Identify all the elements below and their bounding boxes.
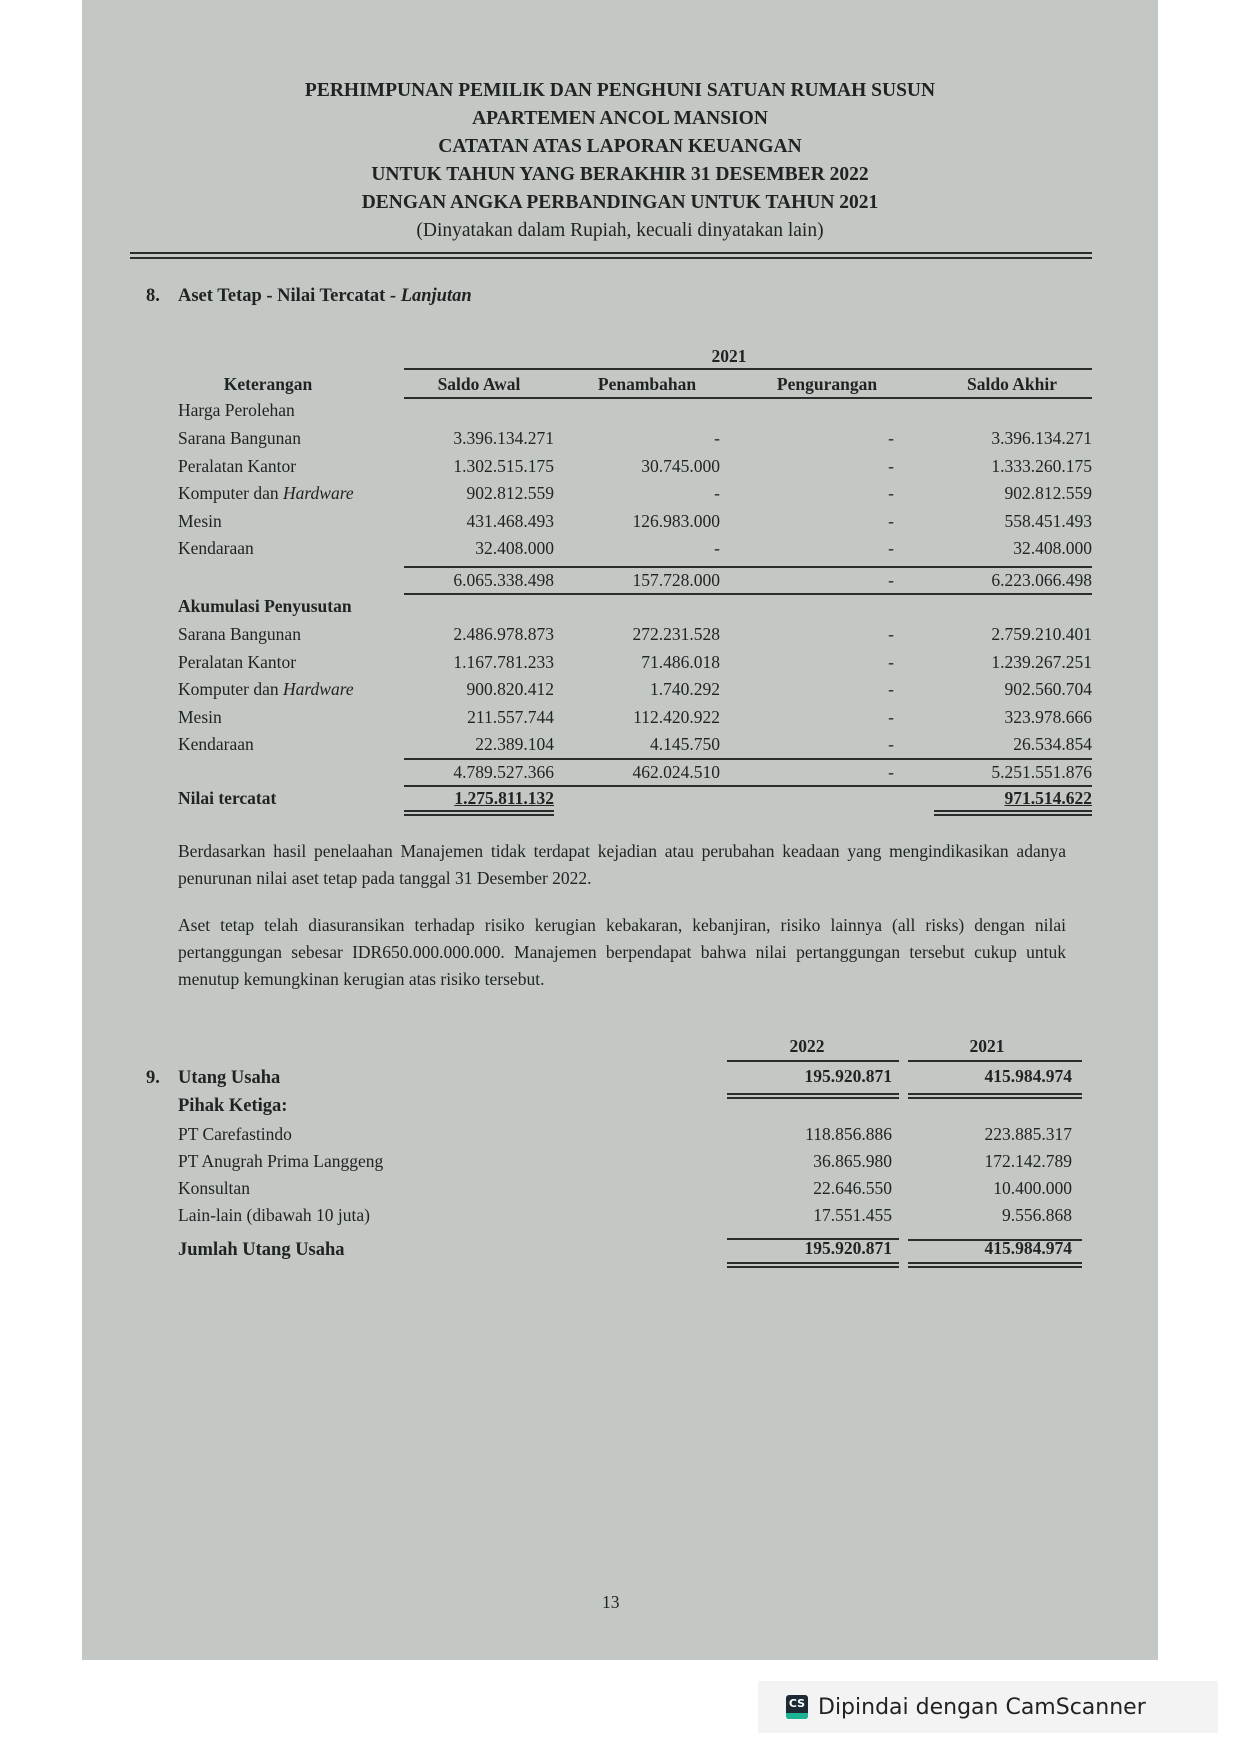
cell-pengurangan: - <box>888 483 894 503</box>
header-period: UNTUK TAHUN YANG BERAKHIR 31 DESEMBER 2022 <box>371 164 869 185</box>
cost-subtotal-rule <box>404 566 1092 568</box>
cell-saldo-akhir: 26.534.854 <box>1013 734 1092 754</box>
asset-name: Peralatan Kantor <box>178 651 297 672</box>
note9-title: Utang Usaha <box>178 1068 281 1088</box>
asset-row-label <box>178 652 296 673</box>
payable-cell-v2021: 10.400.000 <box>993 1178 1072 1198</box>
title-2021-double-rule <box>908 1093 1082 1099</box>
note8-title <box>178 286 472 307</box>
col-2021-rule <box>908 1060 1082 1062</box>
asset-row-label <box>178 538 254 559</box>
cell-saldo-awal: 431.468.493 <box>466 510 554 531</box>
cell-penambahan: 71.486.018 <box>641 651 720 672</box>
year-rule <box>404 368 1092 370</box>
cell-saldo-akhir: 558.451.493 <box>1004 510 1092 531</box>
cell-saldo-awal: 900.820.412 <box>466 679 554 699</box>
dep-subtotal-rule <box>404 758 1092 760</box>
payable-row-label: Konsultan <box>178 1178 250 1198</box>
asset-name: Mesin <box>178 510 222 531</box>
depreciation-section-label: Akumulasi Penyusutan <box>178 596 352 616</box>
asset-row-label <box>178 456 296 477</box>
cell-pengurangan: - <box>888 679 894 699</box>
cell-saldo-awal: 22.389.104 <box>475 734 554 754</box>
payable-cell-v2022: 118.856.886 <box>805 1124 892 1144</box>
document-page <box>82 0 1158 1660</box>
col-saldo-awal: Saldo Awal <box>437 374 521 394</box>
asset-name: Sarana Bangunan <box>178 624 301 644</box>
cell-pengurangan: - <box>888 538 894 558</box>
cell-saldo-awal: 3.396.134.271 <box>453 428 554 448</box>
payable-cell-v2022: 36.865.980 <box>813 1151 892 1171</box>
cost-total-rule <box>404 593 1092 595</box>
cell-pengurangan: - <box>888 428 894 448</box>
note8-year-header: 2021 <box>711 346 747 366</box>
total-2022-double-rule <box>727 1262 899 1268</box>
asset-row-label <box>178 679 354 700</box>
dep-total-rule <box>404 785 1092 787</box>
dep-total-pengurangan: - <box>888 762 894 782</box>
asset-row-label <box>178 624 301 645</box>
payable-cell-v2022: 22.646.550 <box>813 1178 892 1198</box>
asset-row-label <box>178 483 354 504</box>
cell-penambahan: 112.420.922 <box>633 706 720 727</box>
payable-cell-v2021: 172.142.789 <box>984 1151 1072 1171</box>
cell-penambahan: - <box>714 483 720 503</box>
cell-pengurangan: - <box>888 706 894 727</box>
insurance-paragraph: Aset tetap telah diasuransikan terhadap risiko kerugian kebakaran, kebanjiran, risiko lainnya (all risks) dengan nilai pertanggungan sebesar IDR650.000.000.000. Manajemen berpendapat bahwa nilai pertanggungan tersebut cukup untuk menutup kemungkinan kerugian atas risiko tersebut. <box>178 915 1066 989</box>
cell-penambahan: - <box>714 428 720 448</box>
asset-name: Kendaraan <box>178 538 254 558</box>
cell-saldo-akhir: 323.978.666 <box>1004 706 1092 727</box>
header-report-title: CATATAN ATAS LAPORAN KEUANGAN <box>438 136 802 157</box>
cell-saldo-akhir: 32.408.000 <box>1013 538 1092 558</box>
cell-saldo-awal: 32.408.000 <box>475 538 554 558</box>
header-comparison: DENGAN ANGKA PERBANDINGAN UNTUK TAHUN 2021 <box>361 192 879 213</box>
cell-saldo-akhir: 902.812.559 <box>1004 483 1092 503</box>
carrying-awal-double-rule <box>404 810 554 816</box>
cell-penambahan: 272.231.528 <box>632 624 720 644</box>
asset-name: Komputer dan <box>178 679 283 699</box>
cell-saldo-awal: 1.302.515.175 <box>453 455 554 476</box>
note9-title-2021: 415.984.974 <box>984 1066 1072 1086</box>
asset-name: Mesin <box>178 706 222 727</box>
note9-col-2022: 2022 <box>789 1036 825 1056</box>
note9-title-2022: 195.920.871 <box>804 1066 892 1086</box>
carrying-akhir-double-rule <box>934 810 1092 816</box>
page-number: 13 <box>602 1592 620 1612</box>
note9-col-2021: 2021 <box>969 1036 1005 1056</box>
cell-saldo-akhir: 2.759.210.401 <box>991 624 1092 644</box>
asset-name: Kendaraan <box>178 734 254 754</box>
note9-number: 9. <box>146 1068 160 1088</box>
payable-cell-v2021: 9.556.868 <box>1002 1205 1072 1225</box>
asset-row-label <box>178 428 301 449</box>
cell-saldo-awal: 211.557.744 <box>467 706 554 727</box>
cell-penambahan: - <box>714 538 720 558</box>
cell-penambahan: 4.145.750 <box>650 734 720 754</box>
title-2022-double-rule <box>727 1093 899 1099</box>
column-header-rule <box>404 397 1092 399</box>
col-keterangan: Keterangan <box>223 374 313 394</box>
header-currency-note: (Dinyatakan dalam Rupiah, kecuali dinyatakan lain) <box>416 220 824 241</box>
asset-name-italic: Hardware <box>282 483 354 503</box>
carrying-value-saldo-akhir: 971.514.622 <box>1004 788 1092 808</box>
camscanner-text: Dipindai dengan CamScanner <box>818 1694 1146 1720</box>
col-2022-rule <box>727 1060 899 1062</box>
note8-title-italic: Lanjutan <box>400 286 472 306</box>
asset-row-label <box>178 511 222 532</box>
total-2021-double-rule <box>908 1262 1082 1268</box>
cell-pengurangan: - <box>888 734 894 754</box>
cost-section-label: Harga Perolehan <box>178 400 295 420</box>
note8-title-text: Aset Tetap - Nilai Tercatat - <box>178 286 401 306</box>
asset-name: Peralatan Kantor <box>178 455 297 476</box>
cell-saldo-awal: 2.486.978.873 <box>453 624 554 644</box>
cell-saldo-akhir: 902.560.704 <box>1004 679 1092 699</box>
cell-saldo-akhir: 1.333.260.175 <box>991 455 1092 476</box>
col-pengurangan: Pengurangan <box>776 374 878 394</box>
note9-total-2021: 415.984.974 <box>984 1238 1072 1258</box>
asset-name: Komputer dan <box>178 483 283 503</box>
asset-row-label <box>178 734 254 755</box>
dep-total-penambahan: 462.024.510 <box>632 762 720 782</box>
carrying-value-saldo-awal: 1.275.811.132 <box>454 788 554 808</box>
asset-name-italic: Hardware <box>282 679 354 699</box>
cell-penambahan: 126.983.000 <box>632 510 720 531</box>
cost-total-saldo-akhir: 6.223.066.498 <box>991 570 1092 590</box>
cost-total-pengurangan: - <box>888 570 894 590</box>
cell-saldo-awal: 1.167.781.233 <box>453 651 554 672</box>
cell-saldo-awal: 902.812.559 <box>466 483 554 503</box>
payable-cell-v2022: 17.551.455 <box>813 1205 892 1225</box>
header-entity: APARTEMEN ANCOL MANSION <box>472 108 768 129</box>
cell-pengurangan: - <box>888 455 894 476</box>
payable-cell-v2021: 223.885.317 <box>984 1124 1072 1144</box>
asset-row-label <box>178 707 222 728</box>
cell-pengurangan: - <box>888 651 894 672</box>
note9-total-2022: 195.920.871 <box>804 1238 892 1258</box>
header-organization: PERHIMPUNAN PEMILIK DAN PENGHUNI SATUAN RUMAH SUSUN <box>304 80 936 101</box>
asset-name: Sarana Bangunan <box>178 428 301 448</box>
note8-number: 8. <box>146 286 160 306</box>
camscanner-logo-icon: CS <box>786 1695 808 1719</box>
impairment-paragraph: Berdasarkan hasil penelaahan Manajemen tidak terdapat kejadian atau perubahan keadaan yang mengindikasikan adanya penurunan nilai aset tetap pada tanggal 31 Desember 2022. <box>178 841 1066 888</box>
dep-total-saldo-awal: 4.789.527.366 <box>453 762 554 782</box>
cell-penambahan: 1.740.292 <box>650 679 720 699</box>
payable-row-label: PT Carefastindo <box>178 1124 292 1144</box>
header-divider <box>130 252 1092 259</box>
col-saldo-akhir: Saldo Akhir <box>967 374 1057 394</box>
cell-saldo-akhir: 1.239.267.251 <box>991 651 1092 672</box>
cell-penambahan: 30.745.000 <box>641 455 720 476</box>
cell-saldo-akhir: 3.396.134.271 <box>991 428 1092 448</box>
cell-pengurangan: - <box>888 510 894 531</box>
carrying-value-label: Nilai tercatat <box>178 788 277 808</box>
payable-row-label: PT Anugrah Prima Langgeng <box>178 1151 384 1171</box>
note9-total-label: Jumlah Utang Usaha <box>178 1240 345 1260</box>
dep-total-saldo-akhir: 5.251.551.876 <box>991 762 1092 782</box>
cost-total-penambahan: 157.728.000 <box>632 570 720 590</box>
camscanner-watermark <box>758 1681 1218 1733</box>
col-penambahan: Penambahan <box>597 374 697 394</box>
cost-total-saldo-awal: 6.065.338.498 <box>453 570 554 590</box>
payable-row-label: Lain-lain (dibawah 10 juta) <box>178 1205 370 1225</box>
cell-pengurangan: - <box>888 624 894 644</box>
note9-subheading: Pihak Ketiga: <box>178 1096 288 1116</box>
